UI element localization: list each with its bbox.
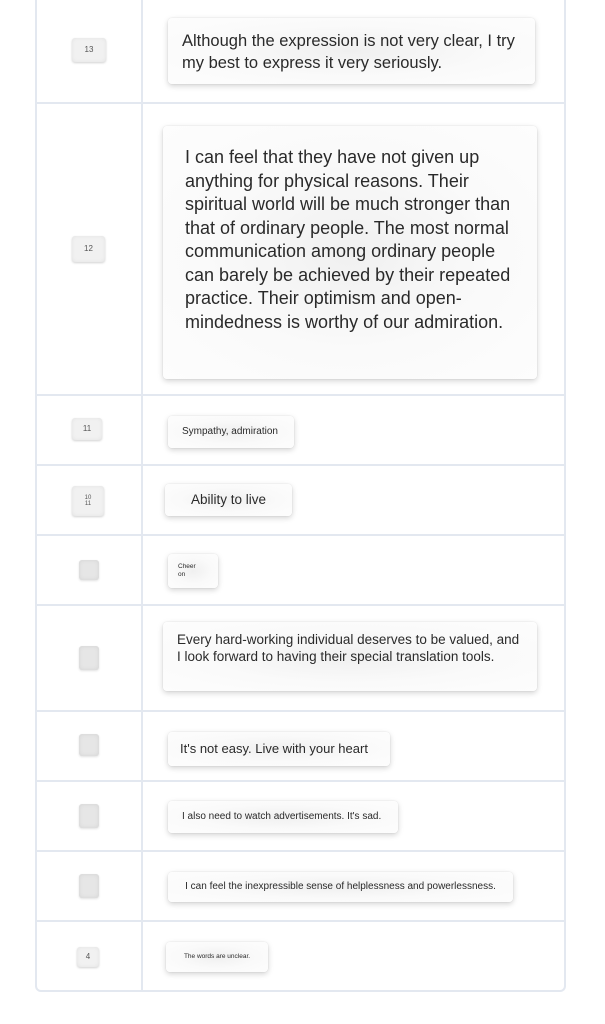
table-row bbox=[37, 782, 564, 852]
table-row bbox=[37, 0, 564, 104]
table-row bbox=[37, 852, 564, 922]
comment-bubble: The words are unclear. bbox=[166, 942, 268, 972]
rank-badge bbox=[79, 734, 99, 756]
comment-bubble: Although the expression is not very clear, I try my best to express it very seriously. bbox=[168, 18, 535, 84]
comment-bubble: Sympathy, admiration bbox=[168, 416, 294, 448]
comment-bubble: I also need to watch advertisements. It's sad. bbox=[168, 801, 398, 833]
rank-badge: 11 bbox=[72, 418, 102, 440]
comment-bubble: I can feel the inexpressible sense of helplessness and powerlessness. bbox=[168, 872, 513, 902]
rank-badge: 10 11 bbox=[72, 486, 104, 516]
rank-badge: 12 bbox=[72, 236, 105, 262]
table-row bbox=[37, 396, 564, 466]
comment-bubble: I can feel that they have not given up anything for physical reasons. Their spiritual world will be much stronger than that of ordinary people. The most normal communication among ordinary people can barely be achieved by their repeated practice. Their optimism and open-mindedness is worthy of our admiration. bbox=[163, 126, 537, 379]
comment-bubble: Ability to live bbox=[165, 484, 292, 516]
rank-badge bbox=[79, 874, 99, 898]
rank-badge: 13 bbox=[72, 38, 106, 62]
comments-table bbox=[35, 0, 566, 992]
comment-bubble: It's not easy. Live with your heart bbox=[168, 732, 390, 766]
rank-badge bbox=[79, 804, 99, 828]
table-row bbox=[37, 466, 564, 536]
comment-bubble: Every hard-working individual deserves to be valued, and I look forward to having their special translation tools. bbox=[163, 622, 537, 691]
rank-badge bbox=[79, 646, 99, 670]
rank-badge bbox=[79, 560, 99, 580]
table-row bbox=[37, 536, 564, 606]
rank-badge: 4 bbox=[77, 947, 99, 967]
table-row bbox=[37, 104, 564, 396]
table-row bbox=[37, 606, 564, 712]
table-row bbox=[37, 922, 564, 992]
table-row bbox=[37, 712, 564, 782]
comment-bubble: Cheer on bbox=[168, 554, 218, 588]
